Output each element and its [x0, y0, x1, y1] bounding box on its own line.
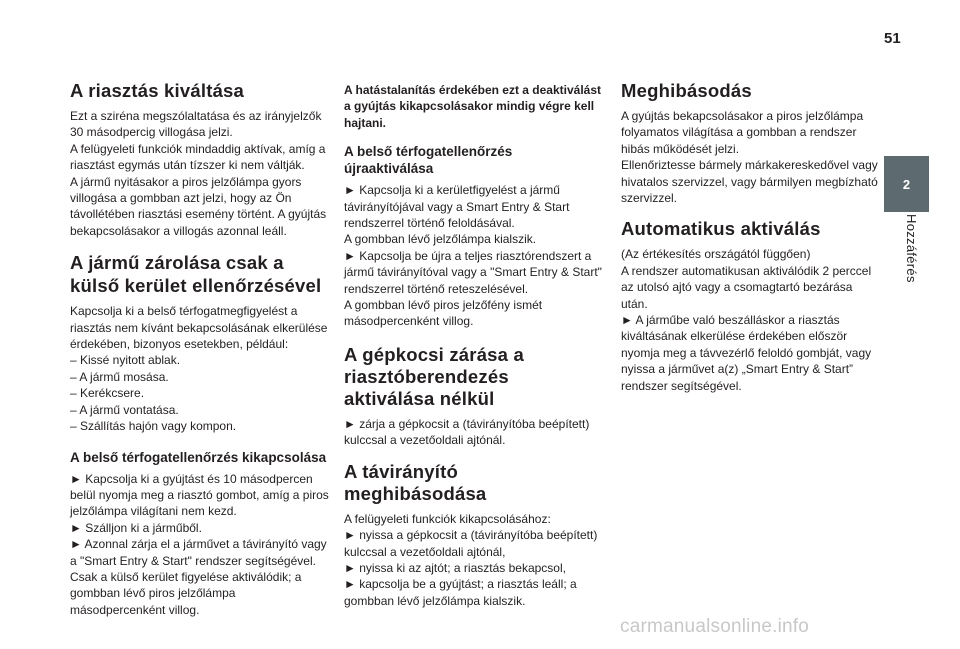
- paragraph: ► Kapcsolja be újra a teljes riasztórendszert a jármű távirányítóval vagy a "Smart Entry & Start" rendszerrel történő reteszelésével.: [344, 248, 602, 296]
- paragraph: A gombban lévő jelzőlámpa kialszik.: [344, 232, 537, 247]
- chapter-number: 2: [902, 176, 911, 192]
- paragraph: A rendszer automatikusan aktiválódik 2 perccel az utolsó ajtó vagy a csomagtartó bezárása után.: [621, 263, 872, 311]
- paragraph: ► Azonnal zárja el a járművet a távirányító vagy a "Smart Entry & Start" rendszer segítségével.: [70, 537, 327, 568]
- chapter-tab: [884, 156, 929, 212]
- lead-paragraph: A hatástalanítás érdekében ezt a deaktiválást a gyújtás kikapcsolásakor mindig végre kell hajtani.: [344, 83, 602, 130]
- heading-kikapcsolas: A belső térfogatellenőrzés kikapcsolása: [70, 449, 327, 465]
- chapter-label: Hozzáférés: [904, 214, 919, 283]
- column-3: [621, 80, 879, 394]
- paragraph: ► kapcsolja be a gyújtást; a riasztás leáll; a gombban lévő jelzőlámpa kialszik.: [344, 577, 577, 608]
- paragraph: ► Kapcsolja ki a gyújtást és 10 másodpercen belül nyomja meg a riasztó gombot, amíg a piros jelzőlámpa világítani nem kezd.: [70, 471, 329, 519]
- paragraph: A felügyeleti funkciók mindaddig aktívak, amíg a riasztást egymás után tízszer ki nem váltják.: [70, 141, 326, 173]
- paragraph: A gombban lévő piros jelzőfény ismét másodpercenként villog.: [344, 298, 543, 329]
- column-1: [70, 80, 332, 618]
- list-item: – Szállítás hajón vagy kompon.: [70, 419, 237, 434]
- paragraph: ► zárja a gépkocsit a (távirányítóba beépített) kulccsal a vezetőoldali ajtónál.: [344, 416, 590, 448]
- heading-taviranyito-meghibasodasa: A távirányító meghibásodása: [344, 460, 487, 504]
- paragraph: ► nyissa a gépkocsit a (távirányítóba beépített) kulccsal a vezetőoldali ajtónál,: [344, 528, 598, 559]
- paragraph: ► A járműbe való beszálláskor a riasztás kiváltásának elkerülése érdekében először nyomja meg a távvezérlő feloldó gombját, vagy nyissa a járművet a(z) „Smart Entry & Start” rendszer segítségével.: [621, 313, 872, 393]
- list-item: – A jármű mosása.: [70, 369, 169, 384]
- paragraph: ► Kapcsolja ki a kerületfigyelést a jármű távirányítójával vagy a Smart Entry & Start rendszerrel történő feloldásával.: [344, 183, 570, 231]
- heading-automatikus-aktivalas: Automatikus aktiválás: [621, 218, 821, 240]
- heading-meghibasodas: Meghibásodás: [621, 80, 752, 101]
- heading-ujraaktivalas: A belső térfogatellenőrzés újraaktiválása: [344, 144, 513, 177]
- paragraph: A felügyeleti funkciók kikapcsolásához:: [344, 511, 551, 526]
- paragraph: A gyújtás bekapcsolásakor a piros jelzőlámpa folyamatos világítása a gombban a rendszer hibás működését jelzi.: [621, 109, 864, 156]
- list-item: – Kissé nyitott ablak.: [70, 353, 181, 368]
- list-item: – A jármű vontatása.: [70, 402, 179, 417]
- page-number: 51: [884, 30, 901, 47]
- heading-jarmu-zarolasa: A jármű zárolása csak a külső kerület ellenőrzésével: [70, 252, 322, 297]
- paragraph: A jármű nyitásakor a piros jelzőlámpa gyors villogása a gombban azt jelzi, hogy az Ön távollétében riasztási esemény történt. A gyújtás bekapcsolásakor a villogás azonnal leáll.: [70, 174, 327, 238]
- paragraph: Ezt a sziréna megszólaltatása és az irányjelzők 30 másodpercig villogása jelzi.: [70, 109, 322, 140]
- paragraph: Kapcsolja ki a belső térfogatmegfigyelést a riasztás nem kívánt bekapcsolásának elkerülése érdekében, bizonyos esetekben, például:: [70, 304, 328, 352]
- paragraph: Ellenőriztesse bármely márkakereskedővel vagy hivatalos szervizzel, vagy bármilyen megbízható szervizzel.: [621, 158, 878, 206]
- paragraph: Csak a külső kerület figyelése aktiválódik; a gombban lévő piros jelzőlámpa másodpercenként villog.: [70, 569, 302, 617]
- column-2: [344, 82, 604, 609]
- paragraph: ► nyissa ki az ajtót; a riasztás bekapcsol,: [344, 560, 566, 575]
- heading-gepkocsi-zarasa: A gépkocsi zárása a riasztóberendezés aktiválása nélkül: [344, 343, 524, 409]
- list-item: – Kerékcsere.: [70, 386, 145, 401]
- paragraph: (Az értékesítés országától függően): [621, 247, 811, 262]
- watermark-text: carmanualsonline.info: [620, 616, 810, 637]
- heading-riasztas-kivaltasa: A riasztás kiváltása: [70, 80, 245, 101]
- paragraph: ► Szálljon ki a járműből.: [70, 520, 202, 535]
